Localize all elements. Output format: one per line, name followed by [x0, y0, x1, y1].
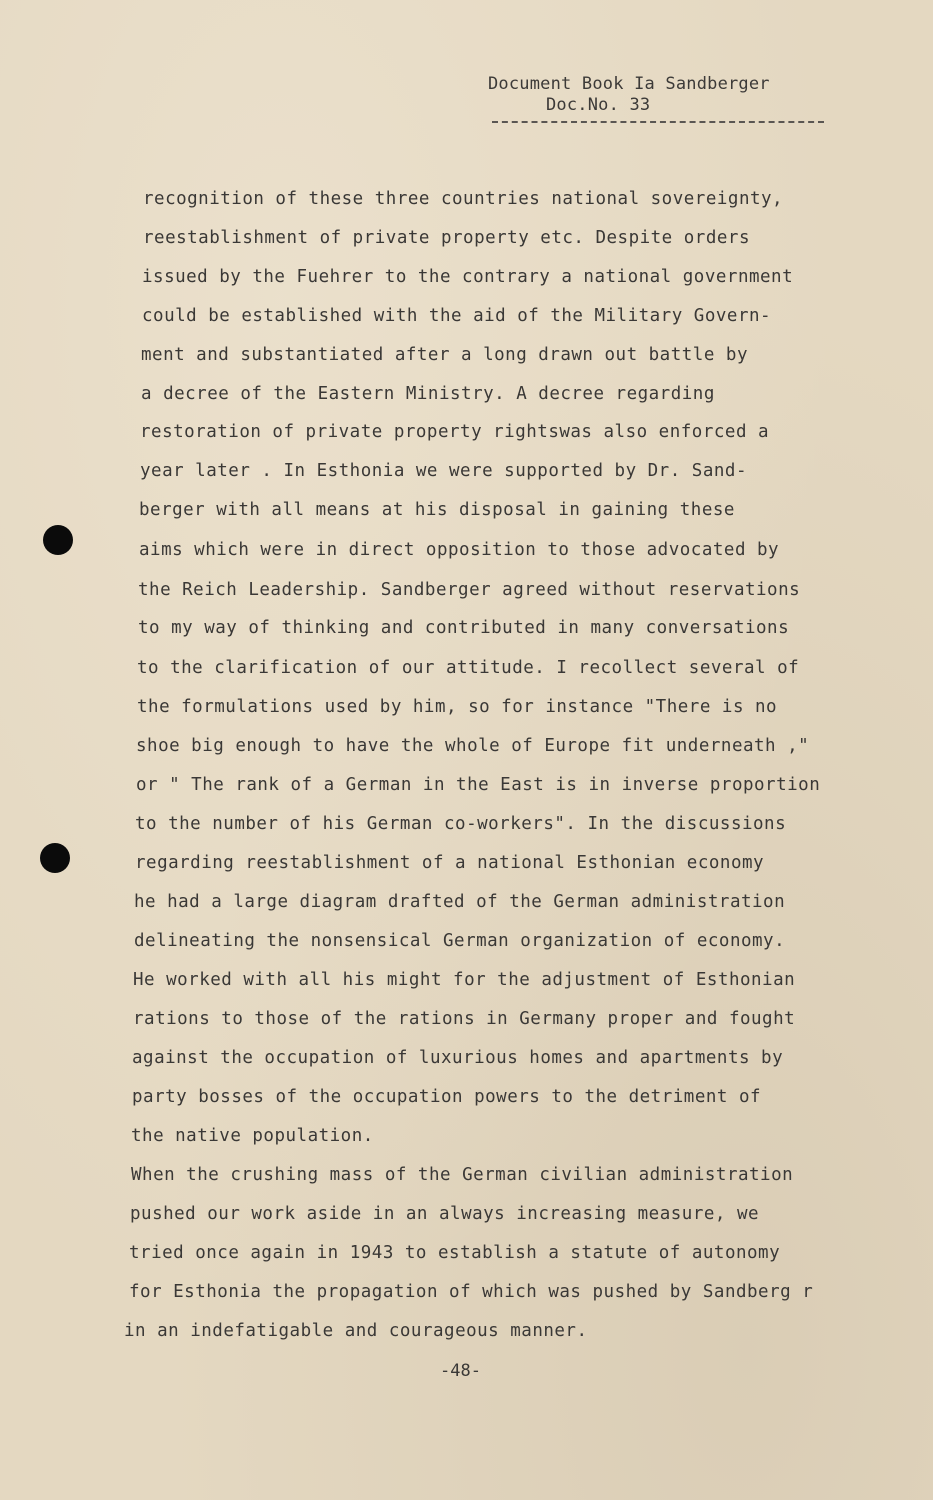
- body-text-line: tried once again in 1943 to establish a statute of autonomy: [129, 1243, 781, 1263]
- body-text-line: berger with all means at his disposal in gaining these: [139, 500, 735, 520]
- body-text-line: to my way of thinking and contributed in many conversations: [138, 618, 790, 638]
- body-text-line: delineating the nonsensical German organization of economy.: [134, 931, 786, 951]
- body-text-line: When the crushing mass of the German civilian administration: [131, 1165, 794, 1185]
- body-text-line: he had a large diagram drafted of the German administration: [134, 892, 786, 912]
- page-number: -48-: [440, 1361, 481, 1381]
- body-text-line: He worked with all his might for the adjustment of Esthonian: [133, 970, 796, 990]
- body-text-line: against the occupation of luxurious homes and apartments by: [132, 1048, 784, 1068]
- body-text-line: a decree of the Eastern Ministry. A decree regarding: [141, 384, 715, 404]
- body-text-line: the formulations used by him, so for instance "There is no: [137, 697, 778, 717]
- header-dashed-rule: [492, 121, 824, 123]
- body-text-line: rations to those of the rations in Germany proper and fought: [133, 1009, 796, 1029]
- body-text-line: ment and substantiated after a long drawn out battle by: [141, 345, 748, 365]
- body-text-line: recognition of these three countries national sovereignty,: [143, 189, 784, 209]
- body-text-line: shoe big enough to have the whole of Europe fit underneath ,": [136, 736, 810, 756]
- document-header: [488, 74, 828, 116]
- body-text-line: regarding reestablishment of a national Esthonian economy: [135, 853, 765, 873]
- punch-hole: [40, 843, 70, 873]
- body-text-line: could be established with the aid of the Military Govern-: [142, 306, 772, 326]
- body-text-line: or " The rank of a German in the East is in inverse proportion: [136, 775, 821, 795]
- body-text-line: aims which were in direct opposition to those advocated by: [139, 540, 780, 560]
- body-text-line: restoration of private property rightswas also enforced a: [140, 422, 770, 442]
- body-text-line: year later . In Esthonia we were supported by Dr. Sand-: [140, 461, 747, 481]
- header-doc-number: Doc.No. 33: [546, 95, 651, 115]
- body-text-line: in an indefatigable and courageous manner.: [124, 1321, 588, 1341]
- header-book-title: Document Book Ia Sandberger: [488, 74, 770, 94]
- body-text-line: for Esthonia the propagation of which was pushed by Sandberg r: [129, 1282, 814, 1302]
- body-text-line: the native population.: [131, 1126, 374, 1146]
- body-text-line: the Reich Leadership. Sandberger agreed without reservations: [138, 580, 801, 600]
- body-text-line: to the clarification of our attitude. I recollect several of: [137, 658, 800, 678]
- body-text-line: reestablishment of private property etc. Despite orders: [143, 228, 750, 248]
- body-text-line: to the number of his German co-workers". In the discussions: [135, 814, 787, 834]
- punch-hole: [43, 525, 73, 555]
- body-text-line: issued by the Fuehrer to the contrary a national government: [142, 267, 794, 287]
- body-text-line: pushed our work aside in an always increasing measure, we: [130, 1204, 760, 1224]
- body-text-line: party bosses of the occupation powers to the detriment of: [132, 1087, 762, 1107]
